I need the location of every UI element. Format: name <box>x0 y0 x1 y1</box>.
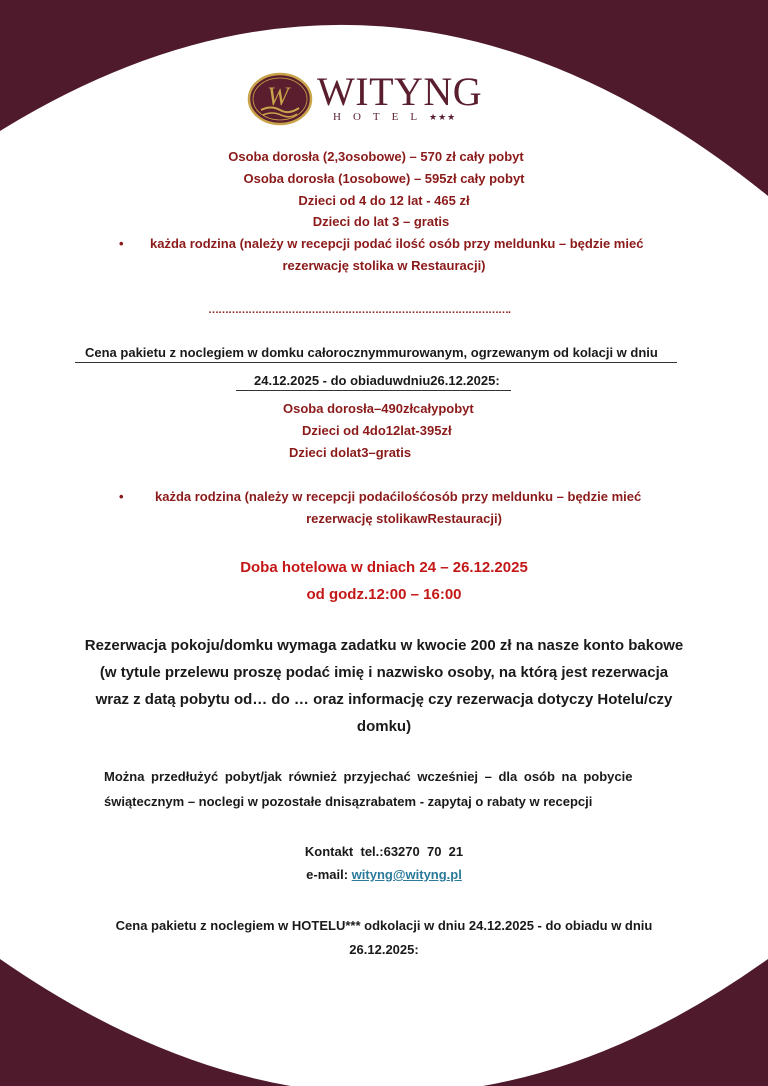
contact-phone: Kontakt tel.:63270 70 21 <box>304 844 464 859</box>
svg-text:W: W <box>267 82 289 111</box>
reservation-line4: domku) <box>356 718 412 735</box>
extension-line1: Można przedłużyć pobyt/jak również przyjechać wcześniej – dla osób na pobycie <box>104 769 633 784</box>
hotel-day-hours: od godz.12:00 – 16:00 <box>306 586 462 603</box>
hotel-package-heading-line2: 26.12.2025: <box>349 942 419 957</box>
cottage-heading-line2-underline <box>236 390 511 391</box>
dotted-separator: ………………………………………………………………………………. <box>208 304 511 314</box>
logo-subtitle <box>333 110 456 124</box>
contact-email-row <box>0 867 768 882</box>
bullet-icon-2: • <box>119 489 124 504</box>
reservation-line2: (w tytule przelewu proszę podać imię i nazwisko osoby, na którą jest rezerwacja <box>99 664 669 681</box>
cottage-heading-line1: Cena pakietu z noclegiem w domku całorocznymmurowanym, ogrzewanym od kolacji w dniu <box>85 345 658 360</box>
logo-name: WITYNG <box>317 69 483 114</box>
cottage-price-children-under-3: Dzieci dolat3–gratis <box>289 445 412 460</box>
logo-stars: ★★★ <box>429 112 457 122</box>
reservation-line1: Rezerwacja pokoju/domku wymaga zadatku w kwocie 200 zł na nasze konto bakowe <box>84 637 684 654</box>
cottage-family-note-line2: rezerwację stolikawRestauracji) <box>306 511 502 526</box>
logo-subtitle-text: HOTEL <box>333 111 430 123</box>
extension-line2: świątecznym – noclegi w pozostałe dnisązrabatem - zapytaj o rabaty w recepcji <box>104 794 593 809</box>
price-line-adult-2-3: Osoba dorosła (2,3osobowe) – 570 zł cały pobyt <box>228 149 524 164</box>
cottage-price-children-4-12: Dzieci od 4do12lat-395zł <box>302 423 452 438</box>
cottage-heading-line2: 24.12.2025 - do obiaduwdniu26.12.2025: <box>254 373 500 388</box>
cottage-family-note-line1: każda rodzina (należy w recepcji podaćilośćosób przy meldunku – będzie mieć <box>155 489 642 504</box>
hotel-logo <box>247 69 483 128</box>
hotel-day-dates: Doba hotelowa w dniach 24 – 26.12.2025 <box>240 559 528 576</box>
bullet-icon: • <box>119 236 124 251</box>
family-note-line1: każda rodzina (należy w recepcji podać ilość osób przy meldunku – będzie mieć <box>150 236 644 251</box>
email-link[interactable]: wityng@wityng.pl <box>351 867 462 882</box>
cottage-price-adult: Osoba dorosła–490złcałypobyt <box>283 401 474 416</box>
email-label: e-mail: <box>306 867 352 882</box>
logo-emblem-icon <box>247 72 313 126</box>
cottage-heading-underline <box>75 362 677 363</box>
price-line-adult-1: Osoba dorosła (1osobowe) – 595zł cały pobyt <box>243 171 525 186</box>
hotel-package-heading-line1: Cena pakietu z noclegiem w HOTELU*** odkolacji w dniu 24.12.2025 - do obiadu w dniu <box>115 918 653 933</box>
family-note-line2: rezerwację stolika w Restauracji) <box>282 258 486 273</box>
price-line-children-4-12: Dzieci od 4 do 12 lat - 465 zł <box>298 193 470 208</box>
price-line-children-under-3: Dzieci do lat 3 – gratis <box>312 214 450 229</box>
reservation-line3: wraz z datą pobytu od… do … oraz informację czy rezerwacja dotyczy Hotelu/czy <box>95 691 673 708</box>
